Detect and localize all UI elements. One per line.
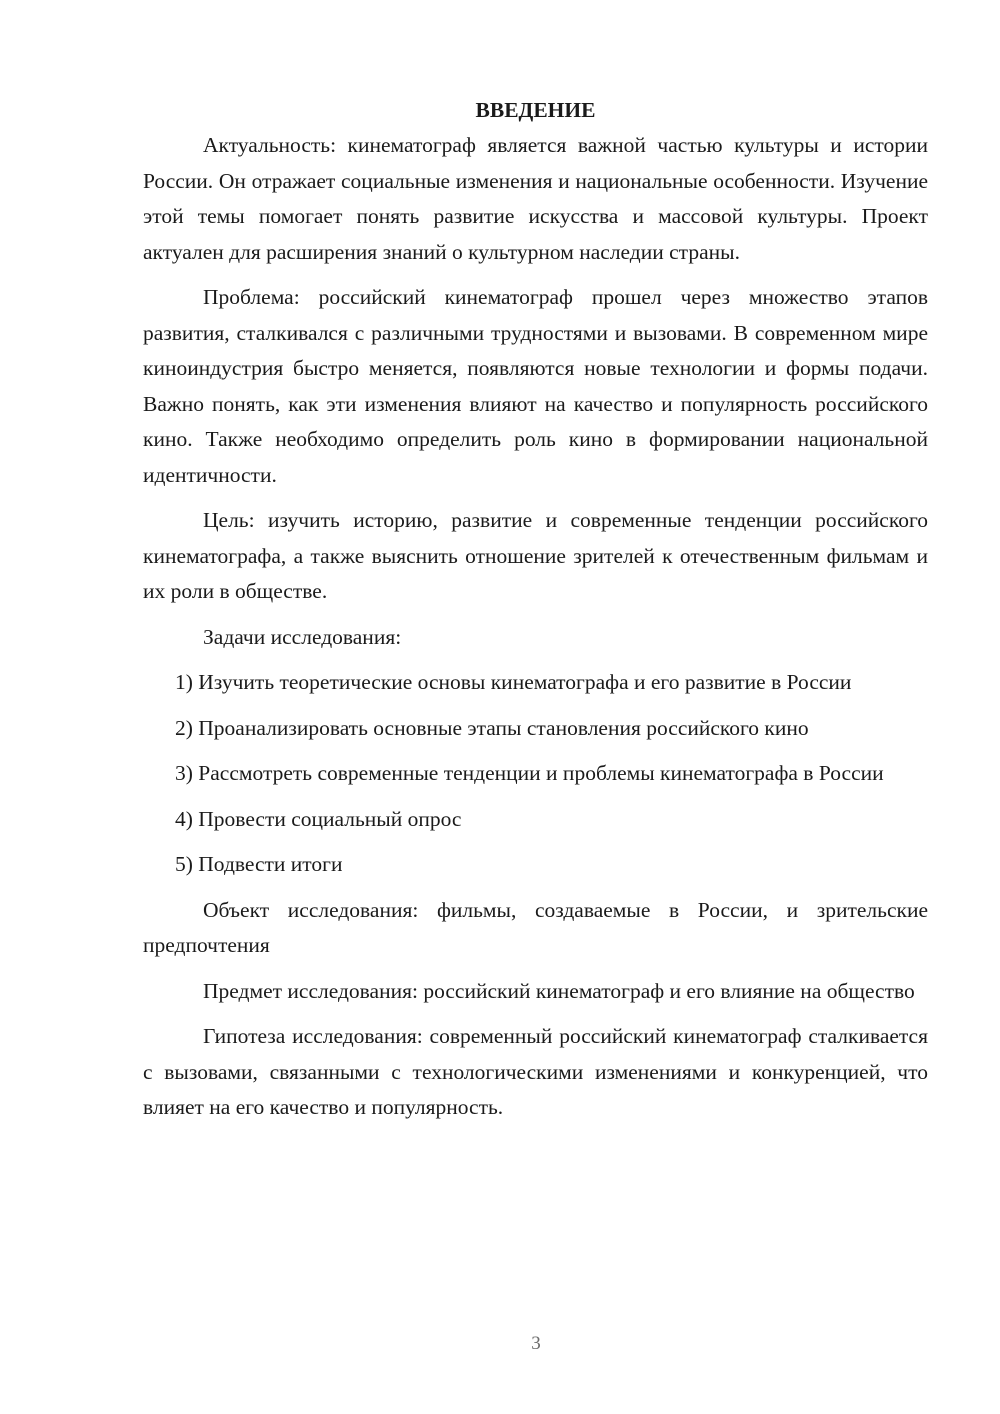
page-number: 3 xyxy=(531,1333,541,1354)
task-item-4: 4) Провести социальный опрос xyxy=(175,806,462,831)
tasks-heading: Задачи исследования: xyxy=(203,624,402,649)
section-title: ВВЕДЕНИЕ xyxy=(475,98,596,122)
document-body xyxy=(143,92,928,1136)
hypothesis-paragraph: Гипотеза исследования: современный российский кинематограф сталкивается с вызовами, связанными с технологическими изменениями и конкуренцией, что влияет на его качество и популярность. xyxy=(143,1024,928,1119)
relevance-paragraph: Актуальность: кинематограф является важной частью культуры и истории России. Он отражает социальные изменения и национальные особенности. Изучение этой темы помогает понять развитие искусства и массовой культуры. Проект актуален для расширения знаний о культурном наследии страны. xyxy=(143,133,928,264)
task-item-5: 5) Подвести итоги xyxy=(175,852,343,876)
task-item-3: 3) Рассмотреть современные тенденции и проблемы кинематографа в России xyxy=(175,761,884,785)
subject-paragraph: Предмет исследования: российский кинематограф и его влияние на общество xyxy=(203,978,915,1003)
object-paragraph: Объект исследования: фильмы, создаваемые в России, и зрительские предпочтения xyxy=(143,897,928,957)
task-item-1: 1) Изучить теоретические основы кинематографа и его развитие в России xyxy=(175,670,852,694)
task-item-2: 2) Проанализировать основные этапы становления российского кино xyxy=(175,715,809,740)
goal-paragraph: Цель: изучить историю, развитие и современные тенденции российского кинематографа, а также выяснить отношение зрителей к отечественным фильмам и их роли в обществе. xyxy=(143,508,928,603)
problem-paragraph: Проблема: российский кинематограф прошел через множество этапов развития, сталкивался с различными трудностями и вызовами. В современном мире киноиндустрия быстро меняется, появляются новые технологии и формы подачи. Важно понять, как эти изменения влияют на качество и популярность российского кино. Также необходимо определить роль кино в формировании национальной идентичности. xyxy=(143,285,928,487)
